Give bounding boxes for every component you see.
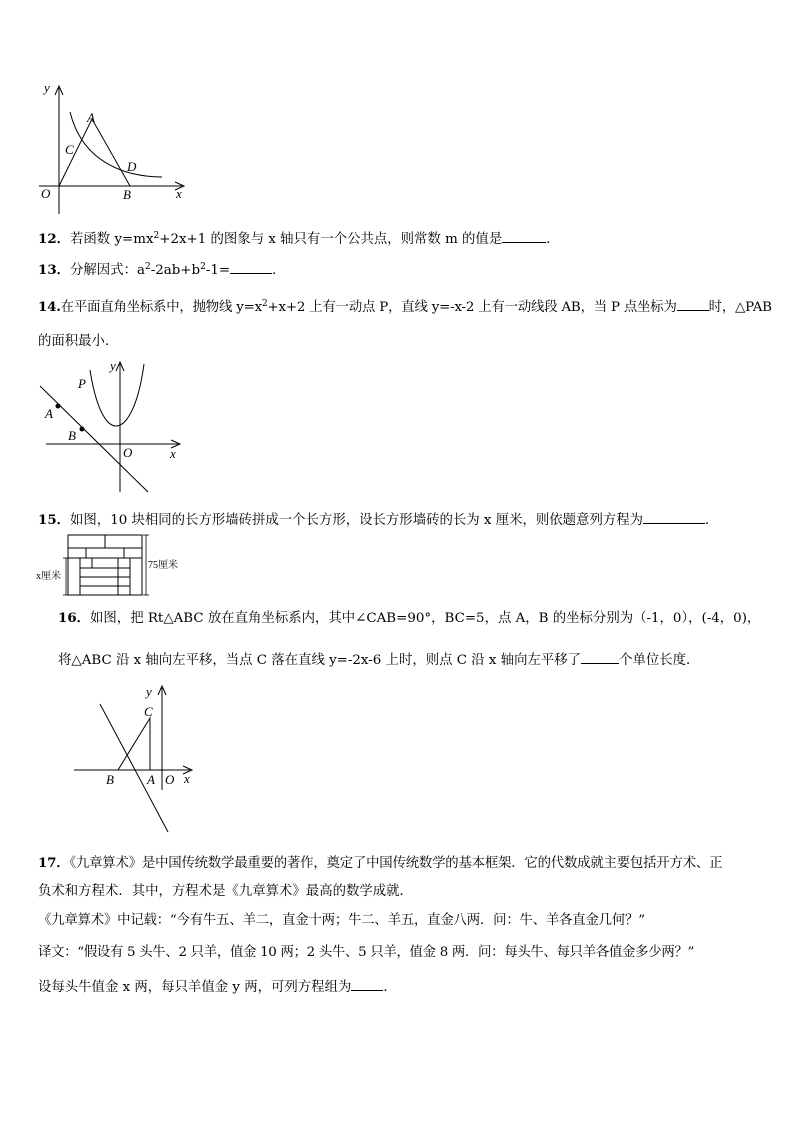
question-16 (58, 609, 760, 628)
q14-sup: 2 (261, 299, 268, 309)
q14-text-a: 在平面直角坐标系中，抛物线 y=x (60, 300, 262, 315)
label-o: O (165, 772, 175, 787)
q15-end: ． (705, 513, 719, 528)
q13-sup-2: 2 (200, 262, 206, 272)
figure-q14 (36, 356, 196, 496)
q13-end: ． (272, 263, 286, 278)
q17-line-5: 设每头牛值金 x 两，每只羊值金 y 两，可列方程组为 (38, 980, 352, 995)
label-c: C (65, 142, 74, 157)
label-d: D (127, 159, 137, 174)
label-o: O (41, 186, 51, 201)
q13-text-a: 分解因式：a (70, 263, 145, 278)
q13-sup-1: 2 (144, 262, 151, 272)
label-o: O (123, 445, 133, 460)
figure-q11 (34, 82, 194, 217)
question-17-line-3 (38, 912, 645, 930)
label-b: B (68, 428, 76, 443)
q15-number: 15． (38, 512, 71, 528)
question-16-line-2 (58, 650, 699, 670)
figure-q16 (72, 684, 202, 834)
q14-number: 14. (38, 299, 61, 315)
q16-line-2-a: 将△ABC 沿 x 轴向左平移，当点 C 落在直线 y=-2x-6 上时，则点 C 沿 x 轴向左平移了 (58, 653, 582, 668)
q12-end: ． (546, 232, 560, 247)
triangle-abc (118, 718, 150, 770)
q17-line-3: 《九章算术》中记载：“今有牛五、羊二，直金十两；牛二、羊五，直金八两．问：牛、羊各直金几何？” (38, 913, 645, 928)
question-12 (38, 229, 560, 249)
q16-answer-blank[interactable] (581, 650, 619, 664)
label-a: A (147, 772, 155, 787)
q17-line-1: 《九章算术》是中国传统数学最重要的著作，奠定了中国传统数学的基本框架．它的代数成就主要包括开方术、正 (69, 856, 723, 871)
y-axis (55, 86, 63, 214)
question-14-line-2 (38, 333, 118, 351)
q14-line-2: 的面积最小． (38, 334, 119, 349)
question-17 (38, 854, 722, 873)
label-y: y (44, 80, 50, 95)
q15-answer-blank[interactable] (643, 510, 705, 524)
question-14 (38, 297, 772, 317)
label-left-dimension: x厘米 (36, 571, 61, 582)
question-13 (38, 260, 286, 280)
q12-number: 12． (38, 231, 71, 247)
q16-line-1: 如图，把 Rt△ABC 放在直角坐标系内，其中∠CAB=90°，BC=5，点 A，B 的坐标分别为（-1，0），(-4，0)， (90, 611, 761, 626)
question-17-line-5 (38, 977, 397, 997)
q12-sup: 2 (153, 231, 160, 241)
hyperbola-curve (70, 112, 162, 177)
q12-text-b: +2x+1 的图象与 x 轴只有一个公共点，则常数 m 的值是 (159, 232, 503, 247)
label-y: y (110, 358, 116, 373)
label-x: x (170, 446, 176, 461)
point-a (56, 404, 61, 409)
q16-number: 16． (58, 610, 91, 626)
q13-text-c: -1= (205, 263, 231, 278)
q12-text-a: 若函数 y=mx (70, 232, 154, 247)
q13-text-b: -2ab+b (150, 263, 201, 278)
q17-answer-blank[interactable] (351, 977, 383, 991)
q14-answer-blank[interactable] (677, 297, 709, 311)
label-right-dimension: 75厘米 (148, 560, 178, 571)
label-y: y (146, 684, 152, 699)
line-ab (92, 119, 130, 186)
label-a: A (45, 406, 53, 421)
line-ab (40, 386, 148, 492)
label-x: x (176, 186, 182, 201)
label-x: x (184, 771, 190, 786)
q14-text-b: +x+2 上有一动点 P，直线 y=-x-2 上有一动线段 AB，当 P 点坐标为 (267, 300, 677, 315)
label-b: B (106, 772, 114, 787)
brick-rectangle (68, 535, 142, 595)
line-y-eq-neg2x-minus6 (100, 704, 168, 832)
label-b: B (123, 187, 131, 202)
q17-line-4: 译文：“假设有 5 头牛、2 只羊，值金 10 两；2 头牛、5 只羊，值金 8 两．问：每头牛、每只羊各值金多少两？” (38, 945, 695, 960)
parabola-curve (90, 364, 144, 426)
q13-number: 13． (38, 262, 71, 278)
q13-answer-blank[interactable] (230, 260, 272, 274)
q15-text: 如图，10 块相同的长方形墙砖拼成一个长方形，设长方形墙砖的长为 x 厘米，则依题意列方程为 (70, 513, 644, 528)
q14-text-c: 时，△PAB (708, 300, 772, 315)
q12-answer-blank[interactable] (502, 229, 546, 243)
y-axis (116, 362, 124, 492)
label-p: P (78, 376, 86, 391)
figure-q15 (36, 531, 196, 599)
q17-number: 17． (38, 855, 70, 871)
q17-end: ． (383, 980, 397, 995)
question-17-line-4 (38, 944, 694, 962)
question-15 (38, 510, 718, 530)
label-c: C (144, 704, 153, 719)
question-17-line-2 (38, 883, 413, 901)
x-axis (46, 440, 180, 448)
label-a: A (87, 110, 95, 125)
q16-line-2-b: 个单位长度． (619, 653, 700, 668)
point-b (80, 427, 85, 432)
q17-line-2: 负术和方程术．其中，方程术是《九章算术》最高的数学成就． (38, 884, 413, 899)
